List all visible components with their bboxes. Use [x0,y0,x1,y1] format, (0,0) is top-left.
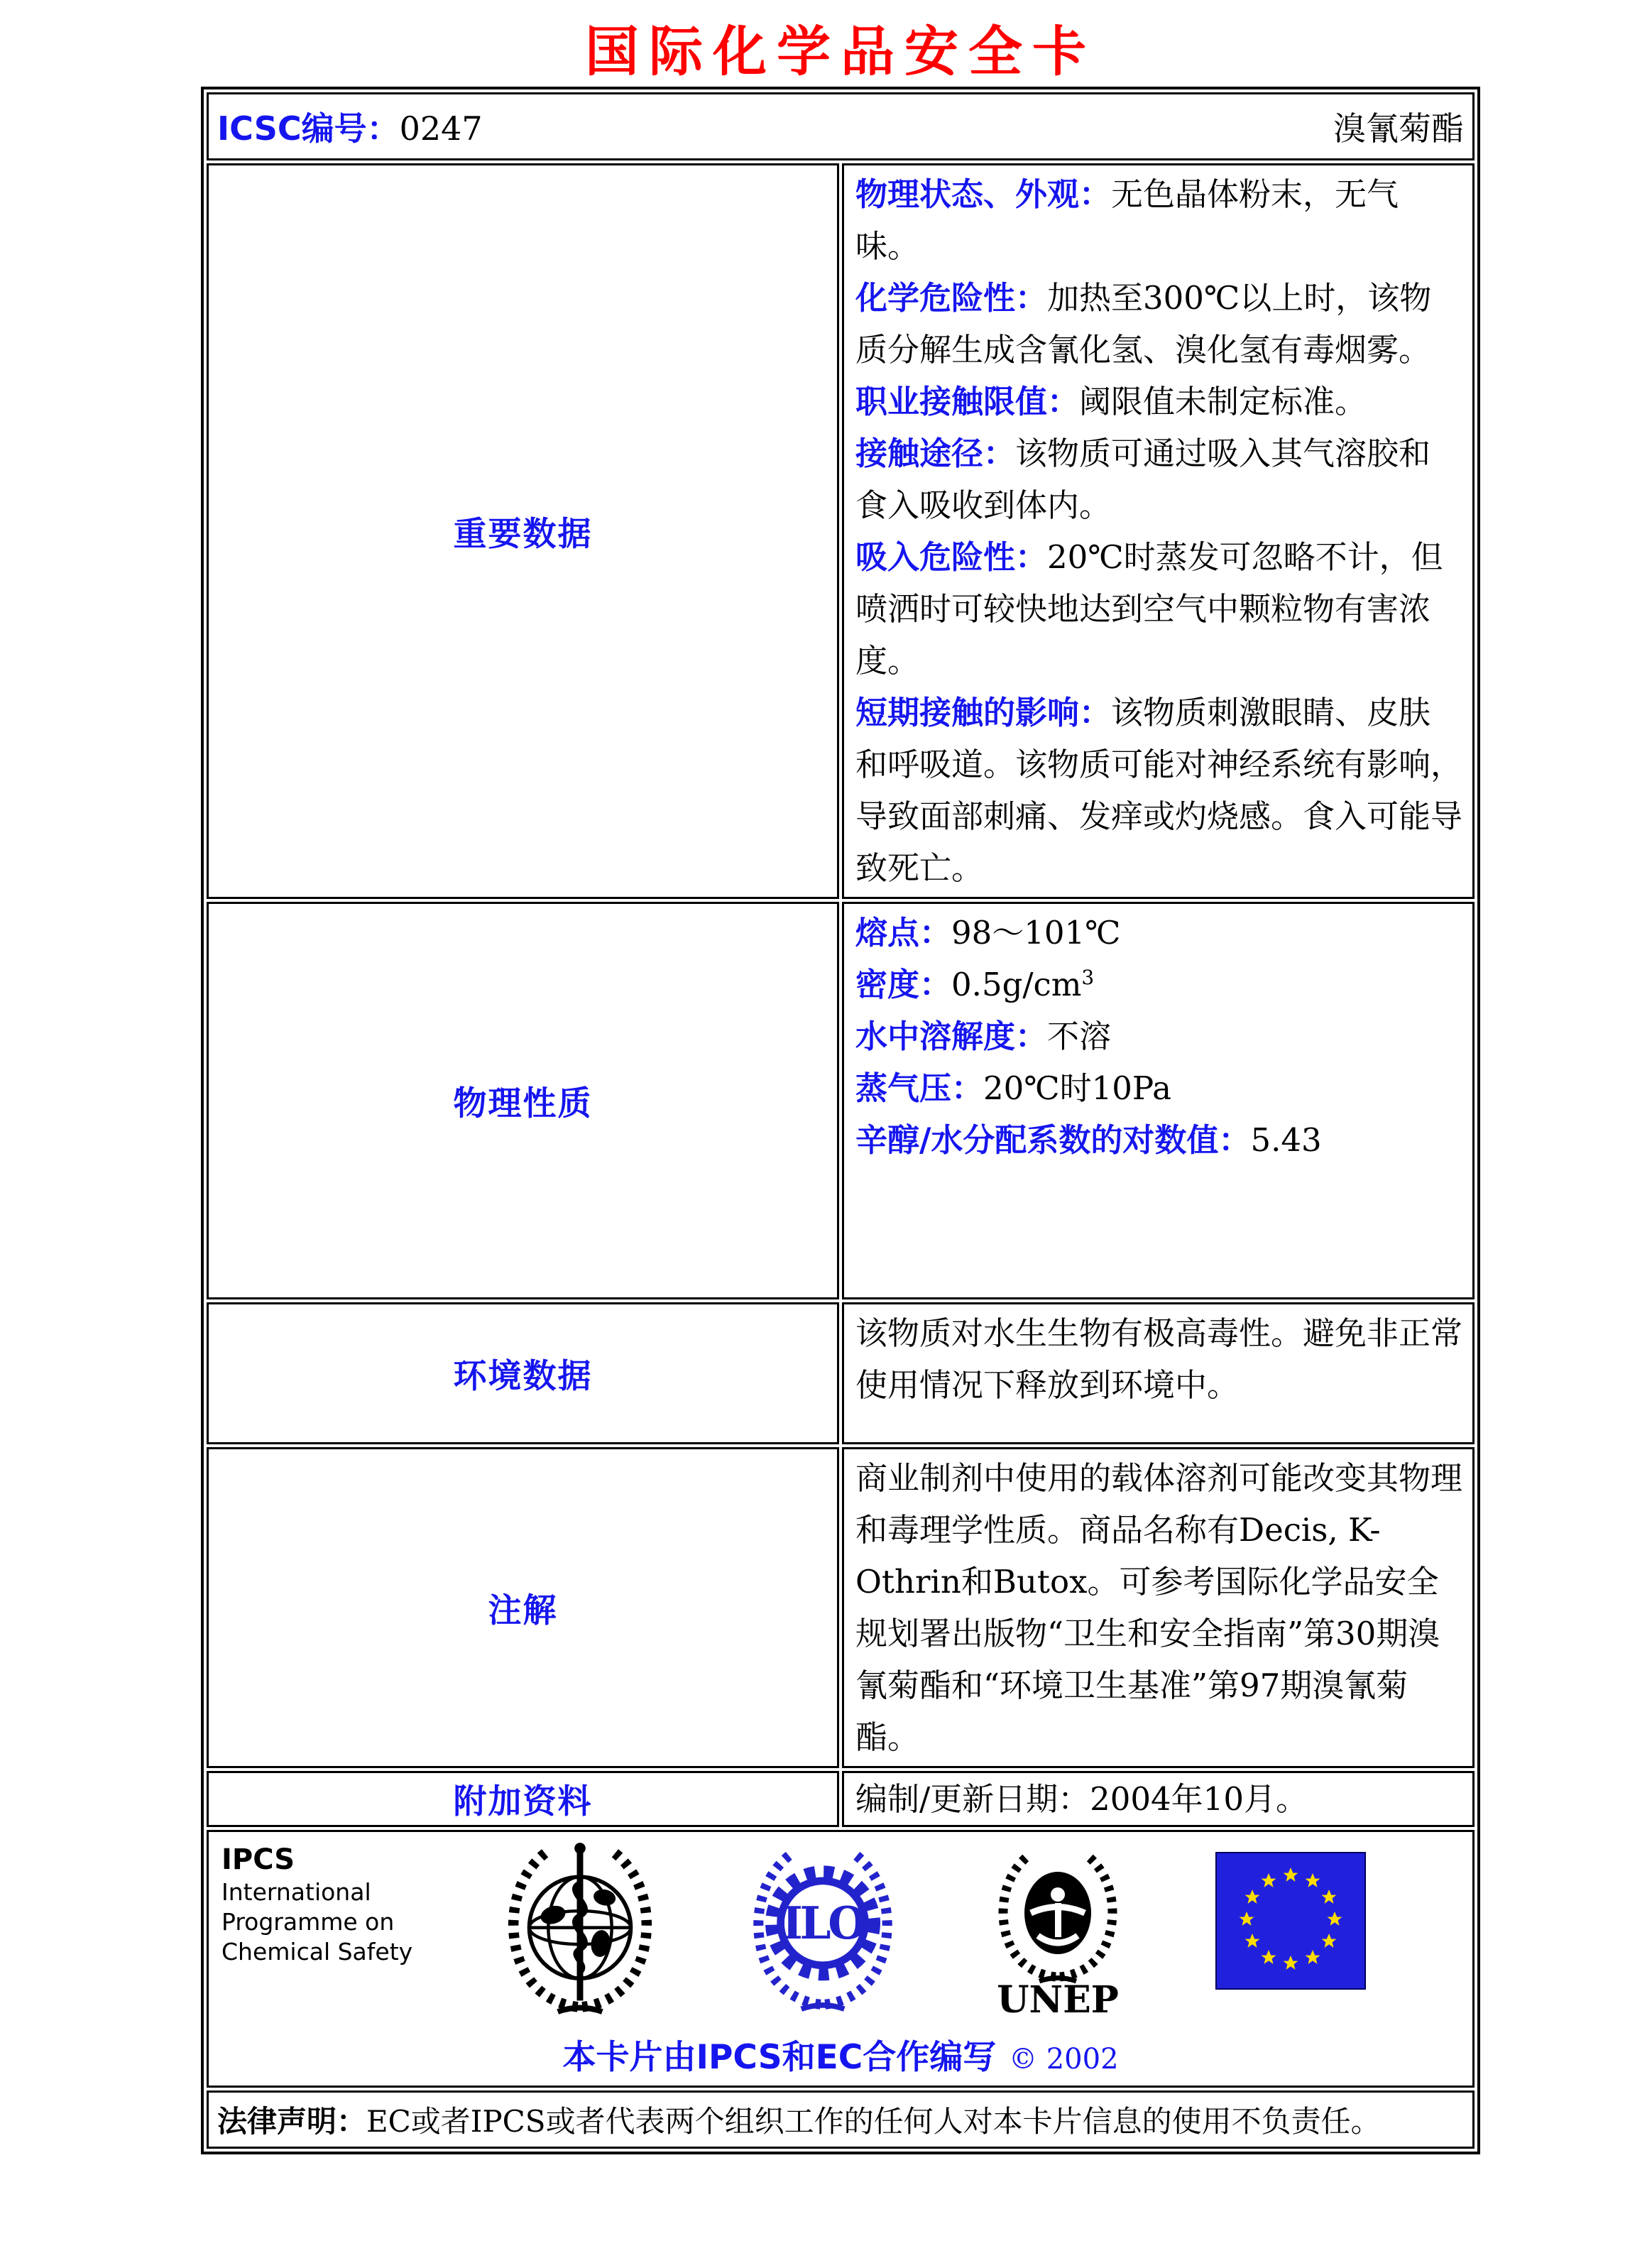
logo-strip [209,1836,1472,2021]
field-label: 吸入危险性： [855,538,1048,576]
icsc-number-group [217,103,483,150]
section-content-notes [842,1447,1475,1768]
section-label-notes: 注解 [207,1447,839,1768]
additional-information-row [207,1771,1475,1827]
field-text: 商业制剂中使用的载体溶剂可能改变其物理和毒理学性质。商品名称有Decis, K-Othrin和Butox。可参考国际化学品安全规划署出版物“卫生和安全指南”第30期溴氰菊酯和“环境卫生基准”第97期溴氰菊酯。 [855,1459,1463,1756]
field-text: 加热至300℃以上时，该物质分解生成含氰化氢、溴化氢有毒烟雾。 [855,279,1432,369]
field-text: 该物质对水生生物有极高毒性。避免非正常使用情况下释放到环境中。 [855,1314,1463,1404]
icsc-number-label: ICSC编号： [217,109,400,148]
field-line [855,907,1462,959]
icsc-number-value: 0247 [399,109,483,148]
field-text: 20℃时蒸发可忽略不计，但喷洒时可较快地达到空气中颗粒物有害浓度。 [855,538,1443,680]
section-label-environmental-data: 环境数据 [207,1302,839,1444]
ipcs-line3: Chemical Safety [221,1938,413,1966]
section-content-environmental-data [842,1302,1475,1444]
header-content [217,94,1464,158]
field-text: 该物质刺激眼睛、皮肤和呼吸道。该物质可能对神经系统有影响，导致面部刺痛、发痒或灼烧感。食入可能导致死亡。 [855,694,1463,887]
field-line [855,376,1462,427]
logos-row [207,1830,1475,2088]
superscript: 3 [1081,966,1095,989]
field-label: 接触途径： [855,435,1016,472]
unep-logo [987,1842,1129,2021]
ipcs-line1: International [221,1878,371,1906]
field-line [855,531,1462,687]
notes-row [207,1447,1475,1768]
field-text: 0.5g/cm [951,966,1082,1003]
field-label: 蒸气压： [855,1069,984,1107]
who-logo [500,1842,660,2018]
legal-text: EC或者IPCS或者代表两个组织工作的任何人对本卡片信息的使用不负责任。 [366,2104,1381,2139]
section-label-physical-properties: 物理性质 [207,902,839,1299]
legal-label: 法律声明： [217,2104,367,2139]
field-line [855,1307,1462,1411]
field-line [855,168,1462,272]
header-row [207,92,1475,160]
field-label: 短期接触的影响： [855,694,1112,731]
legal-cell [207,2090,1475,2149]
cooperation-caption-text: 本卡片由IPCS和EC合作编写 [562,2038,997,2077]
icsc-card-table [201,87,1480,2154]
ilo-logo [746,1842,899,2018]
section-label-additional-information: 附加资料 [207,1771,839,1827]
field-label: 水中溶解度： [855,1018,1048,1055]
field-label: 物理状态、外观： [855,175,1112,213]
field-line [855,1062,1462,1114]
field-line [855,1773,1462,1825]
field-label: 职业接触限值： [855,383,1080,420]
ipcs-wordmark [221,1842,413,1967]
important-data-row [207,163,1475,899]
field-line [855,1010,1462,1062]
field-text: 不溶 [1047,1018,1112,1055]
section-label-important-data: 重要数据 [207,163,839,899]
field-text: 5.43 [1250,1121,1322,1159]
eu-flag [1215,1852,1366,1990]
page-title: 国际化学品安全卡 [585,20,1096,83]
field-line [855,272,1462,376]
field-text: 98～101℃ [951,914,1121,952]
copyright-year: © 2002 [1009,2043,1119,2076]
section-content-physical-properties [842,902,1475,1299]
field-text: 无色晶体粉末，无气味。 [855,175,1399,265]
chemical-name: 溴氰菊酯 [1333,109,1464,148]
ilo-monogram-text: ILO [782,1896,864,1949]
field-line [855,427,1462,531]
logos-cell [207,1830,1475,2088]
field-text: 该物质可通过吸入其气溶胶和食入吸收到体内。 [855,435,1431,524]
field-text: 编制/更新日期：2004年10月。 [855,1780,1308,1818]
field-label: 密度： [855,966,952,1003]
unep-wordmark-text: UNEP [996,1978,1119,2021]
eu-flag-stars [1217,1853,1364,1988]
environmental-data-row [207,1302,1475,1444]
field-line [855,687,1462,894]
field-label: 辛醇/水分配系数的对数值： [855,1121,1251,1159]
ipcs-abbr: IPCS [221,1843,295,1876]
field-line [855,1452,1462,1763]
field-line [855,959,1462,1010]
physical-properties-row [207,902,1475,1299]
legal-row [207,2090,1475,2149]
section-content-additional-information [842,1771,1475,1827]
field-label: 熔点： [855,914,952,952]
section-content-important-data [842,163,1475,899]
field-line [855,1114,1462,1166]
ipcs-line2: Programme on [221,1908,395,1936]
header-cell [207,92,1475,160]
field-label: 化学危险性： [855,279,1048,317]
cooperation-caption [209,2031,1472,2078]
field-text: 20℃时10Pa [983,1069,1171,1107]
field-text: 阈限值未制定标准。 [1079,383,1367,420]
